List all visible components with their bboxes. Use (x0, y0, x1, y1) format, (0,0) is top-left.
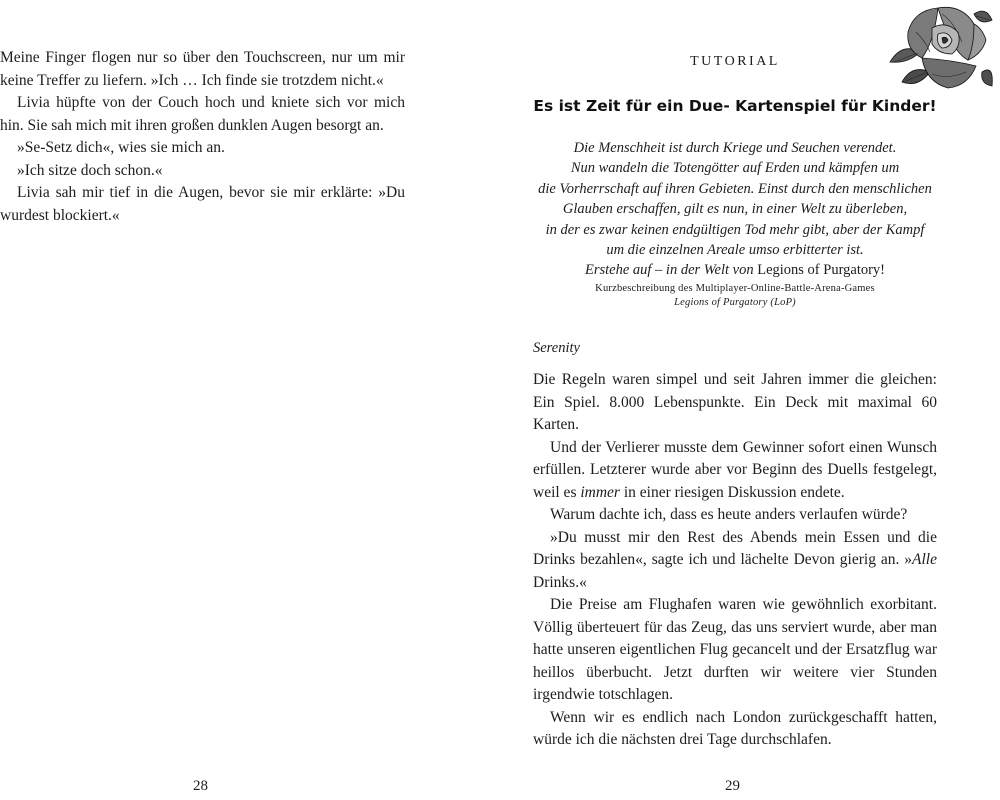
paragraph-text: »Du musst mir den Rest des Abends mein Essen und die Drinks bezahlen«, sagte ich und lächelte Devon gierig an. » (533, 528, 937, 568)
left-paragraph-5: Livia sah mir tief in die Augen, bevor sie mir erklärte: »Du wurdest blockiert.« (0, 184, 405, 224)
right-page (500, 0, 1000, 800)
blurb-final-line (530, 260, 940, 280)
pov-label: Serenity (533, 340, 580, 356)
emphasis: Alle (912, 551, 937, 568)
source-description: Kurzbeschreibung des Multiplayer-Online-Battle-Arena-Games (595, 283, 875, 294)
blurb-line: um die einzelnen Areale umso erbitterter ist. (606, 242, 864, 259)
right-paragraph-4 (533, 527, 937, 595)
game-title: Legions of Purgatory! (757, 262, 886, 279)
emphasis: immer (580, 483, 620, 501)
blurb-line: in der es zwar keinen endgültigen Tod mehr gibt, aber der Kampf (545, 221, 925, 238)
left-paragraph-1: Meine Finger flogen nur so über den Touchscreen, nur um mir keine Treffer zu liefern. »Ich … Ich finde sie trotzdem nicht.« (0, 49, 405, 89)
left-paragraph-3: »Se-Setz dich«, wies sie mich an. (17, 139, 225, 156)
right-paragraph-2 (533, 437, 937, 505)
tagline: Es ist Zeit für ein Due- Kartenspiel für Kinder! (533, 97, 937, 115)
left-paragraph-4: »Ich sitze doch schon.« (17, 161, 163, 179)
page-number-right: 29 (725, 778, 740, 794)
section-heading: TUTORIAL (690, 54, 780, 69)
right-paragraph-1: Die Regeln waren simpel und seit Jahren immer die gleichen: Ein Spiel. 8.000 Lebenspunkte. Ein Deck mit maximal 60 Karten. (533, 371, 937, 433)
game-blurb (530, 138, 940, 281)
right-page-text (533, 369, 937, 752)
page-number-left: 28 (193, 778, 208, 794)
source-title: Legions of Purgatory (LoP) (674, 297, 796, 308)
blurb-final-prefix: Erstehe auf – in der Welt von (584, 262, 758, 279)
blurb-line: die Vorherrschaft auf ihren Gebieten. Einst durch den menschlichen (538, 180, 932, 197)
right-paragraph-3: Warum dachte ich, dass es heute anders verlaufen würde? (550, 506, 908, 523)
left-paragraph-2: Livia hüpfte von der Couch hoch und kniete sich vor mich hin. Sie sah mich mit ihren großen dunklen Augen besorgt an. (0, 94, 405, 134)
right-paragraph-5: Die Preise am Flughafen waren wie gewöhnlich exorbitant. Völlig überteuert für das Zeug, das uns serviert wurde, aber man hatte unseren eigentlichen Flug gecancelt und der Ersatzflug war heillos überbucht. Jetzt durften wir weitere vier Stunden irgendwie totschlagen. (533, 596, 937, 703)
paragraph-text: Drinks.« (533, 573, 587, 591)
right-paragraph-6: Wenn wir es endlich nach London zurückgeschafft hatten, würde ich die nächsten drei Tage durchschlafen. (533, 708, 937, 748)
blurb-line: Nun wandeln die Totengötter auf Erden und kämpfen um (570, 160, 900, 177)
paragraph-text: Und der Verlierer musste dem Gewinner sofort einen Wunsch erfüllen. Letzterer wurde aber vor Beginn des Duells festgelegt, weil es (533, 438, 937, 501)
blurb-source (530, 282, 940, 310)
paragraph-text: in einer riesigen Diskussion endete. (623, 483, 845, 501)
blurb-line: Glauben erschaffen, gilt es nun, in einer Welt zu überleben, (562, 201, 908, 218)
left-page-text (0, 47, 405, 227)
rose-icon (882, 2, 994, 100)
blurb-line: Die Menschheit ist durch Kriege und Seuchen verendet. (573, 140, 897, 156)
